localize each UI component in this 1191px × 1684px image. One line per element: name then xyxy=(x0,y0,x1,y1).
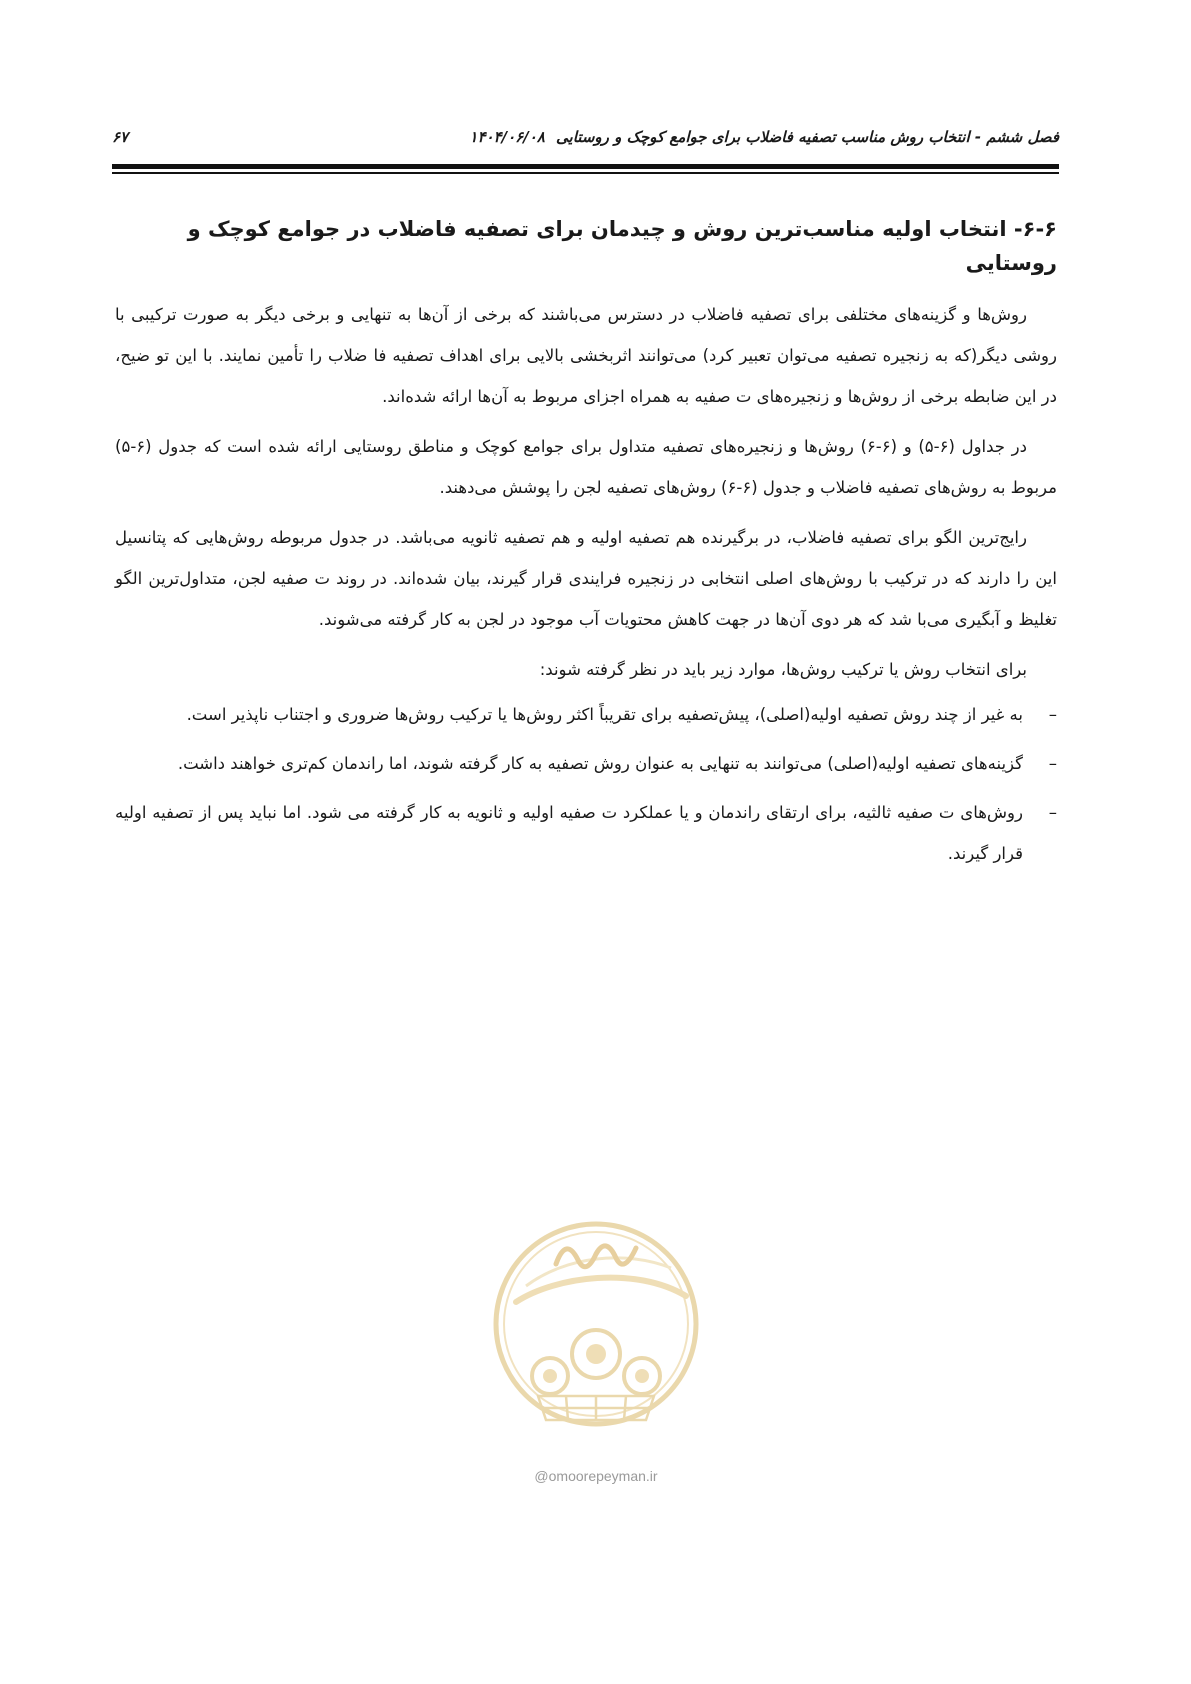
bullet-dash: – xyxy=(1048,705,1057,724)
section-heading: ۶-۶- انتخاب اولیه مناسب‌ترین روش و چیدمان برای تصفیه فاضلاب در جوامع کوچک و روستایی xyxy=(187,217,1057,275)
list-item-text: به غیر از چند روش تصفیه اولیه(اصلی)، پیش‌تصفیه برای تقریباً اکثر روش‌ها یا ترکیب روش‌ها ضروری و اجتناب ناپذیر است. xyxy=(186,705,1023,724)
paragraph-3: رایج‌ترین الگو برای تصفیه فاضلاب، در برگیرنده هم تصفیه اولیه و هم تصفیه ثانویه می‌باشد. در جدول مربوطه روش‌هایی که پتانسیل این را دارند که در ترکیب با روش‌های اصلی انتخابی در زنجیره فرایندی قرار گیرند، بیان شده‌اند. در روند ت صفیه لجن، متداول‌ترین الگو تغلیظ و آبگیری می‌با شد که هر دوی آن‌ها در جهت کاهش محتویات آب موجود در لجن به کار گرفته می‌شوند. xyxy=(115,528,1057,629)
running-header xyxy=(112,128,1059,158)
watermark-url: @omoorepeyman.ir xyxy=(534,1468,658,1484)
bullet-dash: – xyxy=(1048,754,1057,773)
watermark-logo-icon xyxy=(486,1206,706,1466)
header-rule-thick xyxy=(112,164,1059,169)
intro-line: برای انتخاب روش یا ترکیب روش‌ها، موارد زیر باید در نظر گرفته شوند: xyxy=(539,660,1027,679)
list-item-text: گزینه‌های تصفیه اولیه(اصلی) می‌توانند به تنهایی به عنوان روش تصفیه به کار گرفته شوند، اما راندمان کم‌تری خواهند داشت. xyxy=(177,754,1023,773)
chapter-title-text: فصل ششم - انتخاب روش مناسب تصفیه فاضلاب برای جوامع کوچک و روستایی xyxy=(556,128,1059,146)
bullet-list xyxy=(115,694,1057,874)
list-item xyxy=(115,694,1057,735)
list-item xyxy=(115,743,1057,784)
list-item-text: روش‌های ت صفیه ثالثیه، برای ارتقای راندمان و یا عملکرد ت صفیه اولیه و ثانویه به کار گرفته می شود. اما نباید پس از تصفیه اولیه قرار گیرند. xyxy=(115,803,1023,863)
page-number: ۶۷ xyxy=(112,128,129,146)
bullet-dash: – xyxy=(1048,803,1057,822)
list-item xyxy=(115,792,1057,874)
main-content xyxy=(115,212,1057,882)
paragraph-2: در جداول (۶-۵) و (۶-۶) روش‌ها و زنجیره‌های تصفیه متداول برای جوامع کوچک و مناطق روستایی ارائه شده است که جدول (۶-۵) مربوط به روش‌های تصفیه فاضلاب و جدول (۶-۶) روش‌های تصفیه لجن را پوشش می‌دهند. xyxy=(115,437,1057,497)
header-date: ۱۴۰۴/۰۶/۰۸ xyxy=(469,128,545,146)
header-rule-thin xyxy=(112,172,1059,174)
paragraph-1: روش‌ها و گزینه‌های مختلفی برای تصفیه فاضلاب در دسترس می‌باشند که برخی از آن‌ها به تنهایی و برخی دیگر به صورت ترکیبی با روشی دیگر(که به زنجیره تصفیه می‌توان تعبیر کرد) می‌توانند اثربخشی بالایی برای اهداف تصفیه فا ضلاب را تأمین نمایند. با این تو ضیح، در این ضابطه برخی از روش‌ها و زنجیره‌های ت صفیه به همراه اجزای مربوط به آن‌ها ارائه شده‌اند. xyxy=(115,305,1057,406)
chapter-title xyxy=(469,128,1059,146)
